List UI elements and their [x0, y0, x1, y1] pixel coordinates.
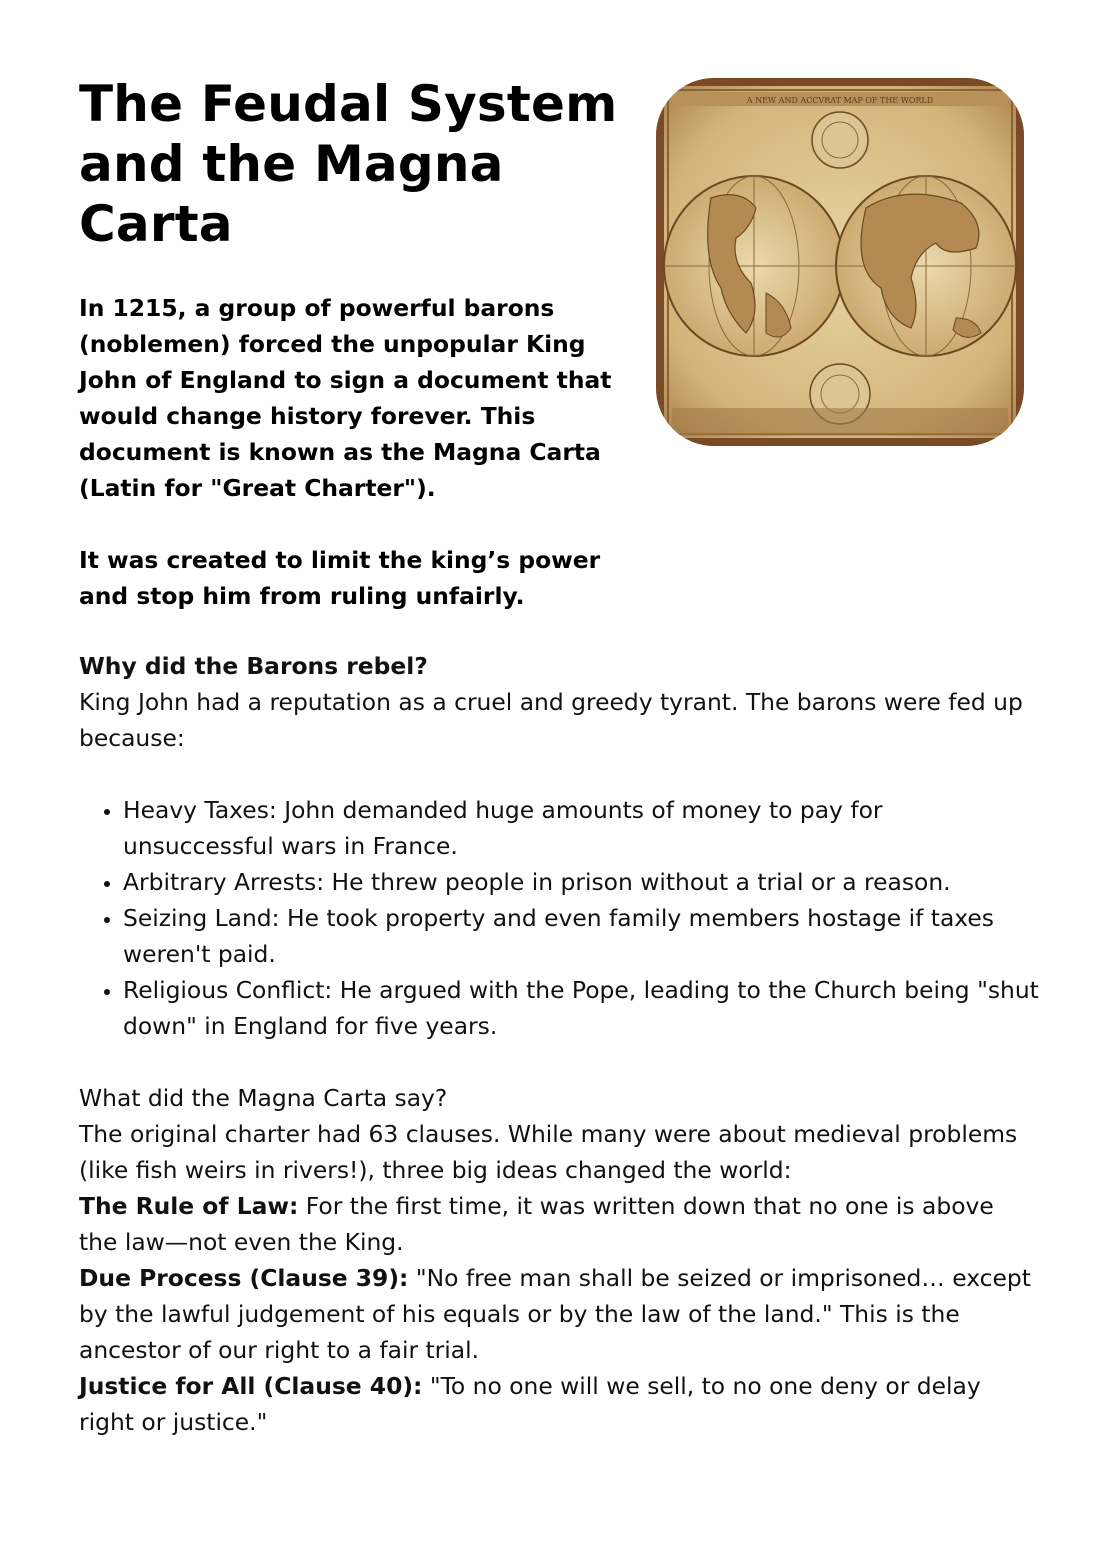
grievance-list	[79, 792, 1039, 1044]
magna-heading: What did the Magna Carta say?	[79, 1084, 448, 1112]
idea-rule-of-law	[79, 1188, 1039, 1260]
idea-justice-for-all	[79, 1368, 1039, 1440]
idea-label: Justice for All (Clause 40):	[79, 1372, 423, 1400]
magna-text: The original charter had 63 clauses. While many were about medieval problems (like fish weirs in rivers!), three big ideas changed the world:	[79, 1120, 1018, 1184]
page-title: The Feudal System and the Magna Carta	[79, 75, 618, 253]
map-caption: A NEW AND ACCVRAT MAP OF THE WORLD	[746, 96, 934, 105]
world-map-image	[656, 78, 1024, 446]
idea-label: The Rule of Law:	[79, 1192, 299, 1220]
idea-text: "To no one will we sell, to no one deny or delay right or justice."	[79, 1372, 981, 1436]
body-section	[79, 648, 1039, 1440]
idea-text: "No free man shall be seized or imprisoned… except by the lawful judgement of his equals or by the law of the land." This is the ancestor of our right to a fair trial.	[79, 1264, 1031, 1364]
list-item: • Seizing Land: He took property and even family members hostage if taxes weren't paid.	[123, 900, 1039, 972]
idea-due-process	[79, 1260, 1039, 1368]
list-item: • Arbitrary Arrests: He threw people in prison without a trial or a reason.	[123, 864, 1039, 900]
intro-paragraph-1: In 1215, a group of powerful barons (noblemen) forced the unpopular King John of England to sign a document that would change history forever. This document is known as the Magna Carta (Latin for "Great Charter").	[79, 294, 612, 502]
list-item: • Religious Conflict: He argued with the Pope, leading to the Church being "shut down" in England for five years.	[123, 972, 1039, 1044]
idea-text: For the first time, it was written down that no one is above the law—not even the King.	[79, 1192, 994, 1256]
rebel-heading: Why did the Barons rebel?	[79, 652, 428, 680]
idea-label: Due Process (Clause 39):	[79, 1264, 409, 1292]
rebel-text: King John had a reputation as a cruel and greedy tyrant. The barons were fed up because:	[79, 688, 1023, 752]
intro-paragraph-2: It was created to limit the king’s power and stop him from ruling unfairly.	[79, 546, 601, 610]
list-item: • Heavy Taxes: John demanded huge amounts of money to pay for unsuccessful wars in France.	[123, 792, 1039, 864]
intro-section	[79, 290, 624, 614]
